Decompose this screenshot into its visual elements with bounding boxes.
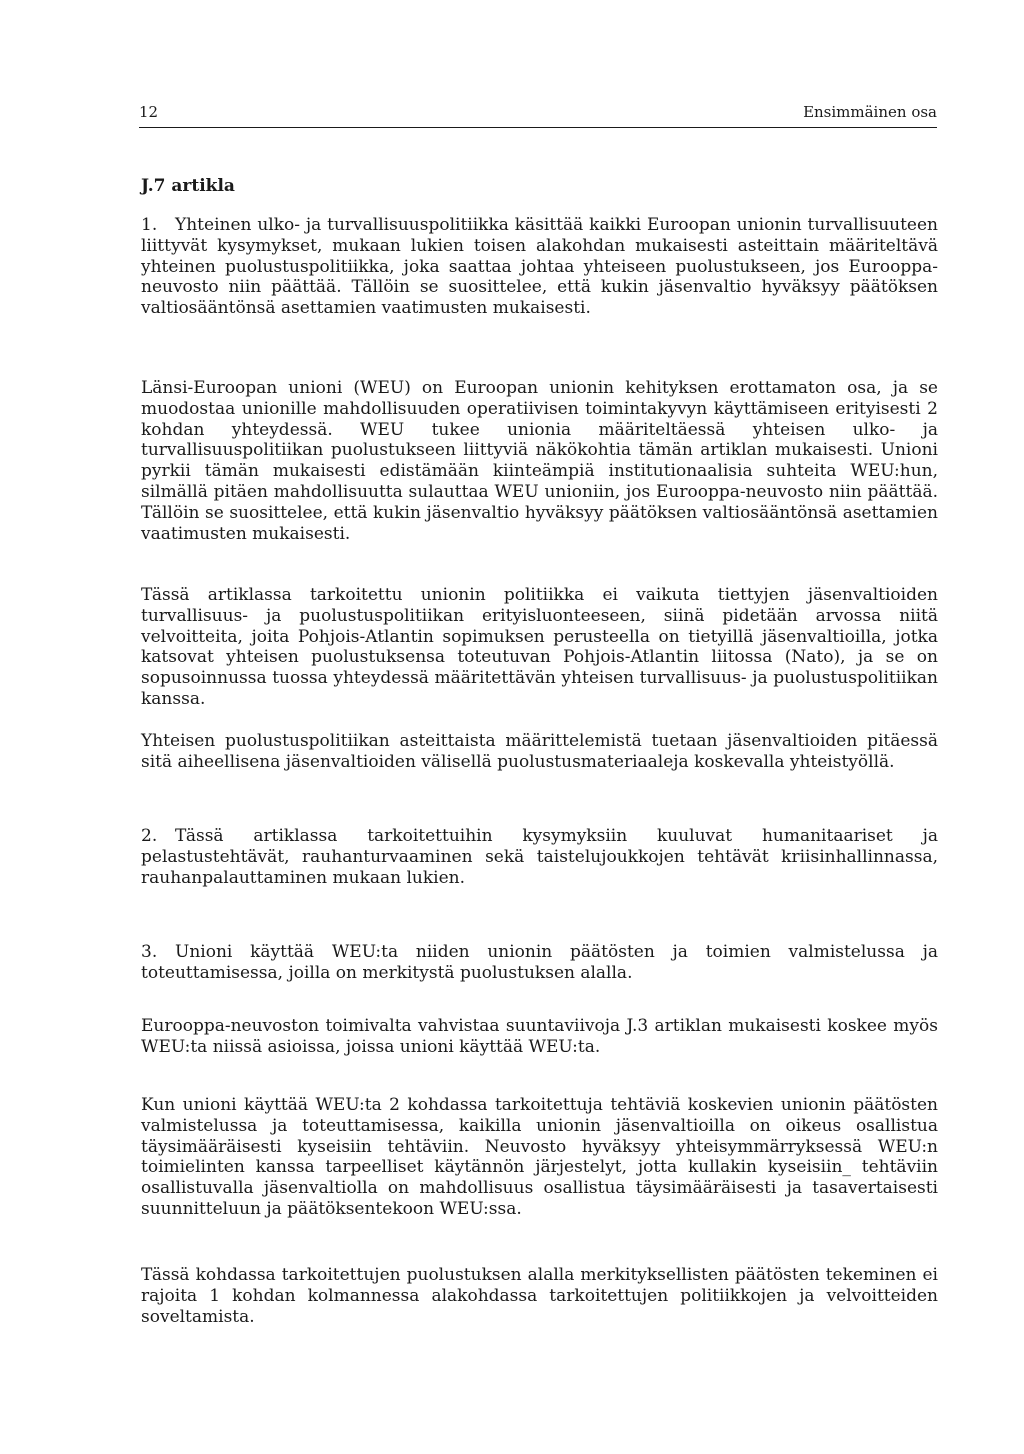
paragraph-9 <box>141 1265 938 1327</box>
paragraph-6 <box>141 942 938 984</box>
paragraph-text: Länsi-Euroopan unioni (WEU) on Euroopan unionin kehityksen erottamaton osa, ja se muodostaa unionille mahdollisuuden operatiivisen toimintakyvyn käyttämiseen erityisesti 2 kohdan yhteydessä. WEU tukee unionia määriteltäessä yhteisen ulko- ja turvallisuuspolitiikan puolustukseen liittyviä näkökohtia tämän artiklan mukaisesti. Unioni pyrkii tämän mukaisesti edistämään kiinteämpiä institutionaalisia suhteita WEU:hun, silmällä pitäen mahdollisuutta sulauttaa WEU unioniin, jos Eurooppa-neuvosto niin päättää. Tällöin se suosittelee, että kukin jäsenvaltio hyväksyy päätöksen valtiosääntönsä asettamien vaatimusten mukaisesti. <box>141 378 938 544</box>
paragraph-5 <box>141 826 938 888</box>
paragraph-1 <box>141 215 938 319</box>
paragraph-number: 1. <box>141 215 158 235</box>
paragraph-text: Yhteisen puolustuspolitiikan asteittaista määrittelemistä tuetaan jäsenvaltioiden pitäessä sitä aiheellisena jäsenvaltioiden välisellä puolustusmateriaaleja koskevalla yhteistyöllä. <box>141 731 938 772</box>
paragraph-3 <box>141 585 938 710</box>
running-head: Ensimmäinen osa <box>803 103 937 121</box>
paragraph-number: 2. <box>141 826 158 846</box>
paragraph-4 <box>141 731 938 773</box>
paragraph-text: Tässä artiklassa tarkoitettu unionin politiikka ei vaikuta tiettyjen jäsenvaltioiden turvallisuus- ja puolustuspolitiikan erityisluonteeseen, siinä pidetään arvossa niitä velvoitteita, joita Pohjois-Atlantin sopimuksen perusteella on tietyillä jäsenvaltioilla, jotka katsovat yhteisen puolustuksensa toteutuvan Pohjois-Atlantin liitossa (Nato), ja se on sopusoinnussa tuossa yhteydessä määritettävän yhteisen turvallisuus- ja puolustuspolitiikan kanssa. <box>141 585 938 709</box>
page-header <box>139 100 937 124</box>
article-title: J.7 artikla <box>141 176 235 196</box>
paragraph-text: Tässä artiklassa tarkoitettuihin kysymyksiin kuuluvat humanitaariset ja pelastustehtävät, rauhanturvaaminen sekä taistelujoukkojen tehtävät kriisinhallinnassa, rauhanpalauttaminen mukaan lukien. <box>141 826 938 888</box>
paragraph-text: Kun unioni käyttää WEU:ta 2 kohdassa tarkoitettuja tehtäviä koskevien unionin päätösten valmistelussa ja toteuttamisessa, kaikilla unionin jäsenvaltioilla on oikeus osallistua täysimääräisesti kyseisiin tehtäviin. Neuvosto hyväksyy yhteisymmärryksessä WEU:n toimielinten kanssa tarpeelliset käytännön järjestelyt, jotta kullakin kyseisiin_ tehtäviin osallistuvalla jäsenvaltiolla on mahdollisuus osallistua täysimääräisesti ja tasavertaisesti suunnitteluun ja päätöksentekoon WEU:ssa. <box>141 1095 938 1219</box>
paragraph-text: Yhteinen ulko- ja turvallisuuspolitiikka käsittää kaikki Euroopan unionin turvallisuuteen liittyvät kysymykset, mukaan lukien toisen alakohdan mukaisesti asteittain määriteltävä yhteinen puolustuspolitiikka, joka saattaa johtaa yhteiseen puolustukseen, jos Eurooppa-neuvosto niin päättää. Tällöin se suosittelee, että kukin jäsenvaltio hyväksyy päätöksen valtiosääntönsä asettamien vaatimusten mukaisesti. <box>141 215 938 319</box>
paragraph-2 <box>141 378 938 544</box>
paragraph-text: Eurooppa-neuvoston toimivalta vahvistaa suuntaviivoja J.3 artiklan mukaisesti koskee myös WEU:ta niissä asioissa, joissa unioni käyttää WEU:ta. <box>141 1016 938 1057</box>
paragraph-text: Tässä kohdassa tarkoitettujen puolustuksen alalla merkityksellisten päätösten tekeminen ei rajoita 1 kohdan kolmannessa alakohdassa tarkoitettujen politiikkojen ja velvoitteiden soveltamista. <box>141 1265 938 1327</box>
paragraph-text: Unioni käyttää WEU:ta niiden unionin päätösten ja toimien valmistelussa ja toteuttamisessa, joilla on merkitystä puolustuksen alalla. <box>141 942 938 983</box>
paragraph-number: 3. <box>141 942 158 962</box>
paragraph-7 <box>141 1016 938 1058</box>
header-rule <box>139 127 937 128</box>
paragraph-8 <box>141 1095 938 1220</box>
page-number: 12 <box>139 103 159 121</box>
